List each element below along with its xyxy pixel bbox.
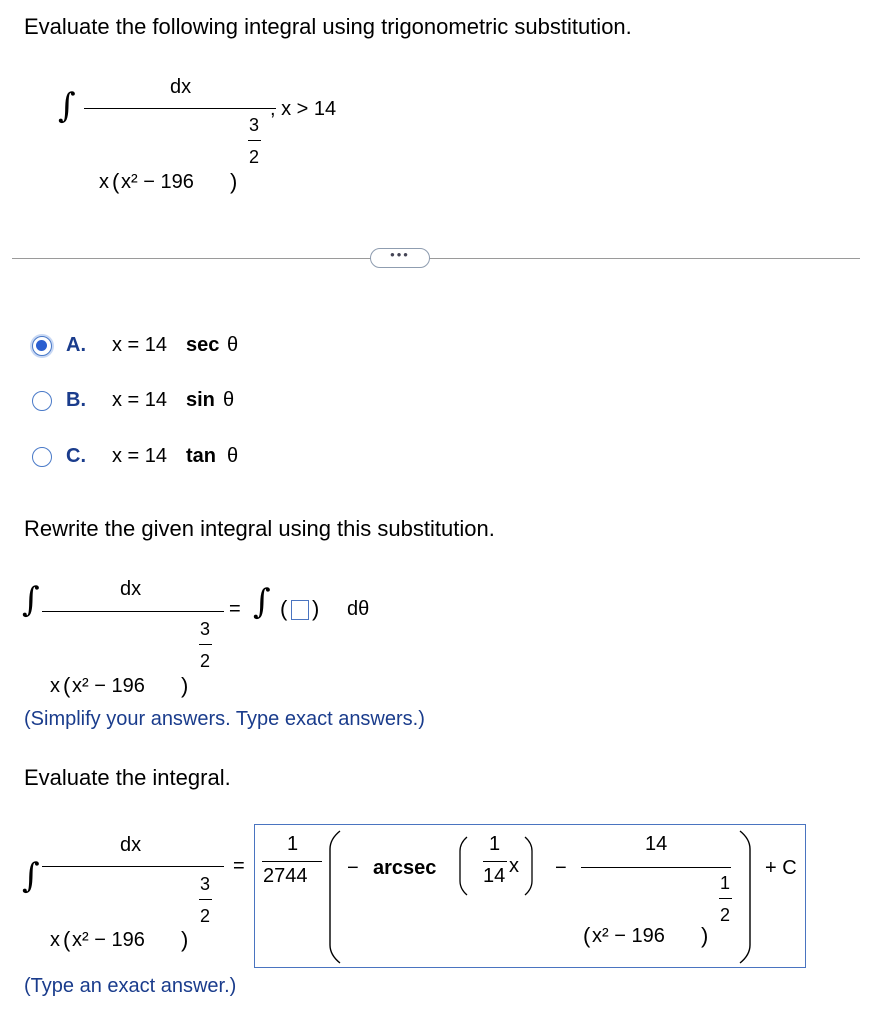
term-bar	[581, 867, 731, 868]
big-open-paren	[327, 829, 343, 965]
option-b-func: sin	[186, 389, 215, 411]
integrand-input[interactable]	[291, 600, 309, 620]
denominator-inner: x² − 196	[72, 675, 145, 697]
coef-numerator: 1	[287, 833, 299, 855]
arg-denominator: 14	[483, 865, 506, 887]
separator-line	[12, 258, 860, 259]
open-paren: (	[112, 169, 120, 194]
more-button[interactable]: •••	[370, 248, 430, 268]
minus-2: −	[555, 857, 567, 879]
close-paren-rhs: )	[312, 596, 320, 621]
integral-sign: ∫	[22, 580, 40, 620]
option-c-func: tan	[186, 445, 216, 467]
close-paren: )	[181, 927, 189, 952]
term-open-paren: (	[583, 923, 591, 948]
close-paren: )	[230, 169, 238, 194]
equals-sign: =	[233, 855, 245, 877]
numerator-dx: dx	[120, 834, 142, 856]
minus-1: −	[347, 857, 359, 879]
coef-bar	[262, 861, 322, 862]
option-b-lhs: x = 14	[112, 389, 168, 411]
coef-denominator: 2744	[263, 865, 308, 887]
integral-sign: ∫	[22, 856, 40, 896]
evaluate-instruction: Evaluate the integral.	[24, 765, 231, 790]
denominator-x: x	[99, 171, 109, 193]
open-paren: (	[63, 673, 71, 698]
option-c-var: θ	[227, 445, 239, 467]
fraction-bar	[84, 108, 276, 109]
radio-a[interactable]	[32, 336, 52, 356]
radio-c[interactable]	[32, 447, 52, 467]
instruction-text: Evaluate the following integral using trigonometric substitution.	[24, 14, 632, 39]
rewrite-instruction: Rewrite the given integral using this substitution.	[24, 516, 495, 541]
arg-open-paren	[457, 835, 469, 897]
denominator-x: x	[50, 929, 60, 951]
option-a-var: θ	[227, 334, 239, 356]
denominator-x: x	[50, 675, 60, 697]
answer-box[interactable]	[254, 824, 806, 968]
option-a-lhs: x = 14	[112, 334, 168, 356]
exponent-numerator: 3	[200, 874, 211, 894]
term-exp-bar	[719, 898, 732, 899]
integral-sign: ∫	[58, 86, 76, 126]
option-a-letter: A.	[66, 334, 86, 356]
option-c-lhs: x = 14	[112, 445, 168, 467]
open-paren: (	[63, 927, 71, 952]
option-b-var: θ	[223, 389, 235, 411]
exponent-numerator: 3	[200, 619, 211, 639]
big-close-paren	[737, 829, 753, 965]
rewrite-hint: (Simplify your answers. Type exact answers.)	[24, 708, 425, 730]
term-exp-denominator: 2	[720, 905, 731, 925]
arg-numerator: 1	[489, 833, 501, 855]
close-paren: )	[181, 673, 189, 698]
exponent-bar	[199, 644, 212, 645]
exponent-denominator: 2	[249, 147, 260, 167]
denominator-inner: x² − 196	[72, 929, 145, 951]
numerator-dx: dx	[170, 76, 192, 98]
term-numerator: 14	[645, 833, 668, 855]
radio-b[interactable]	[32, 391, 52, 411]
option-b-letter: B.	[66, 389, 86, 411]
fraction-bar	[42, 611, 224, 612]
fraction-bar	[42, 866, 224, 867]
equals-sign: =	[229, 598, 241, 620]
arg-var: x	[509, 855, 519, 877]
arg-bar	[483, 861, 507, 862]
exponent-bar	[248, 140, 261, 141]
plus-c: + C	[765, 857, 797, 879]
exponent-denominator: 2	[200, 651, 211, 671]
exponent-bar	[199, 899, 212, 900]
numerator-dx: dx	[120, 578, 142, 600]
term-denominator-inner: x² − 196	[592, 925, 665, 947]
arg-close-paren	[523, 835, 535, 897]
term-exp-numerator: 1	[720, 873, 731, 893]
d-theta: dθ	[347, 598, 370, 620]
exponent-denominator: 2	[200, 906, 211, 926]
condition-text: , x > 14	[270, 98, 337, 120]
open-paren-rhs: (	[280, 596, 288, 621]
evaluate-hint: (Type an exact answer.)	[24, 975, 237, 997]
term-close-paren: )	[701, 923, 709, 948]
arcsec-func: arcsec	[373, 857, 437, 879]
exponent-numerator: 3	[249, 115, 260, 135]
denominator-inner: x² − 196	[121, 171, 194, 193]
integral-sign-rhs: ∫	[253, 582, 271, 622]
option-c-letter: C.	[66, 445, 86, 467]
option-a-func: sec	[186, 334, 220, 356]
